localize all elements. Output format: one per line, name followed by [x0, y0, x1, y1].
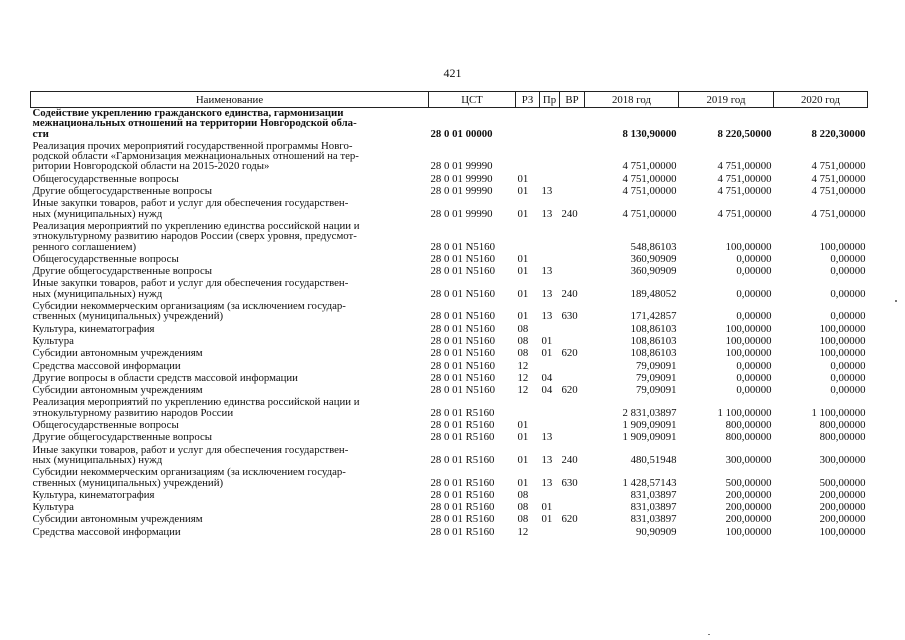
value-2019: 4 751,00000 — [717, 185, 772, 198]
vr-cell — [560, 324, 585, 336]
row-name — [31, 397, 429, 420]
rz-cell: 08 — [517, 513, 529, 526]
row-name-line: Субсидии автономным учреждениям — [32, 384, 203, 397]
table-row — [31, 301, 868, 324]
row-name-line: Иные закупки товаров, работ и услуг для обеспечения государствен- — [32, 277, 349, 290]
value-2018: 8 130,90000 — [622, 127, 677, 140]
header-2018: 2018 год — [585, 92, 679, 108]
value-2019: 8 220,50000 — [717, 127, 772, 140]
value-2018: 1 909,09091 — [622, 419, 677, 432]
row-name-line: Культура, кинематография — [32, 488, 155, 501]
row-name-line: сти — [32, 127, 49, 140]
value-2020: 4 751,00000 — [811, 207, 866, 220]
value-2018: 831,03897 — [630, 501, 677, 514]
rz-cell: 08 — [517, 347, 529, 360]
row-name-line: Другие общегосударственные вопросы — [32, 431, 213, 444]
value-2018: 108,86103 — [630, 322, 677, 335]
pr-cell — [540, 108, 560, 141]
pr-cell: 13 — [541, 185, 553, 198]
rz-cell: 01 — [517, 310, 529, 323]
pr-cell — [540, 221, 560, 254]
rz-cell: 12 — [517, 384, 529, 397]
rz-cell: 01 — [517, 207, 529, 220]
rz-cell: 01 — [517, 252, 529, 265]
value-2020: 8 220,30000 — [811, 127, 866, 140]
vr-cell — [560, 420, 585, 432]
row-name-line: Субсидии некоммерческим организациям (за исключением государ- — [32, 466, 346, 479]
value-2020: 200,00000 — [819, 501, 866, 514]
rz-cell: 12 — [517, 359, 529, 372]
header-2019: 2019 год — [679, 92, 774, 108]
value-2019: 800,00000 — [725, 431, 772, 444]
table-row — [31, 432, 868, 444]
value-2019: 0,00000 — [736, 252, 772, 265]
pr-cell: 13 — [541, 476, 553, 489]
cst-cell: 28 0 01 99990 — [430, 207, 493, 220]
row-name-line: Общегосударственные вопросы — [32, 252, 179, 265]
cst-cell: 28 0 01 99990 — [430, 160, 493, 173]
value-2018: 108,86103 — [630, 347, 677, 360]
value-2019: 0,00000 — [736, 265, 772, 278]
value-2020: 100,00000 — [819, 347, 866, 360]
value-2020: 4 751,00000 — [811, 172, 866, 185]
row-name-line: Содействие укреплению гражданского единства, гармонизации — [32, 107, 344, 119]
row-name-line: Субсидии автономным учреждениям — [32, 347, 203, 360]
rz-cell: 01 — [517, 431, 529, 444]
row-name-line: Культура, кинематография — [32, 322, 155, 335]
cst-cell: 28 0 01 R5160 — [430, 419, 495, 432]
cst-cell: 28 0 01 N5160 — [430, 265, 495, 278]
rz-cell: 01 — [517, 476, 529, 489]
value-2020: 800,00000 — [819, 431, 866, 444]
row-name-line: Средства массовой информации — [32, 525, 181, 538]
row-name-line: ных (муниципальных) нужд — [32, 207, 163, 220]
value-2019: 100,00000 — [725, 334, 772, 347]
pr-cell: 01 — [541, 334, 553, 347]
rz-cell: 08 — [517, 501, 529, 514]
cst-cell: 28 0 01 R5160 — [430, 476, 495, 489]
vr-cell — [560, 432, 585, 444]
value-2018: 4 751,00000 — [622, 207, 677, 220]
value-2018: 4 751,00000 — [622, 160, 677, 173]
value-2019: 0,00000 — [736, 287, 772, 300]
pr-cell: 13 — [541, 453, 553, 466]
table-row — [31, 397, 868, 420]
value-2018: 79,09091 — [636, 384, 677, 397]
vr-cell — [560, 361, 585, 373]
row-name-line: Общегосударственные вопросы — [32, 419, 179, 432]
row-name-line: Общегосударственные вопросы — [32, 172, 179, 185]
row-name-line: Культура — [32, 501, 74, 514]
value-2019: 0,00000 — [736, 371, 772, 384]
value-2018: 79,09091 — [636, 359, 677, 372]
value-2018: 1 909,09091 — [622, 431, 677, 444]
pr-cell: 13 — [541, 265, 553, 278]
vr-cell — [560, 397, 585, 420]
value-2018: 2 831,03897 — [622, 406, 677, 419]
value-2020: 200,00000 — [819, 488, 866, 501]
value-2018: 171,42857 — [630, 310, 677, 323]
row-name — [31, 108, 429, 141]
vr-cell — [560, 174, 585, 186]
value-2020: 100,00000 — [819, 334, 866, 347]
value-2020: 0,00000 — [830, 287, 866, 300]
row-name — [31, 445, 429, 468]
row-name — [31, 527, 429, 539]
value-2019: 4 751,00000 — [717, 160, 772, 173]
rz-cell: 01 — [517, 185, 529, 198]
row-name-line: Субсидии автономным учреждениям — [32, 513, 203, 526]
pr-cell — [540, 361, 560, 373]
table-row — [31, 348, 868, 360]
table-header-row — [31, 92, 868, 108]
row-name — [31, 348, 429, 360]
value-2018: 548,86103 — [630, 240, 677, 253]
row-name-line: ных (муниципальных) нужд — [32, 453, 163, 466]
row-name — [31, 141, 429, 174]
value-2019: 1 100,00000 — [717, 406, 772, 419]
value-2019: 800,00000 — [725, 419, 772, 432]
pr-cell — [540, 141, 560, 174]
cst-cell: 28 0 01 99990 — [430, 185, 493, 198]
cst-cell: 28 0 01 R5160 — [430, 501, 495, 514]
row-name — [31, 514, 429, 526]
scan-mark — [708, 634, 710, 635]
rz-cell: 01 — [517, 419, 529, 432]
pr-cell: 01 — [541, 501, 553, 514]
vr-cell — [560, 527, 585, 539]
table-row — [31, 361, 868, 373]
value-2020: 1 100,00000 — [811, 406, 866, 419]
header-rz: РЗ — [516, 92, 540, 108]
value-2019: 4 751,00000 — [717, 172, 772, 185]
row-name-line: ственных (муниципальных) учреждений) — [32, 310, 224, 323]
cst-cell: 28 0 01 R5160 — [430, 525, 495, 538]
row-name — [31, 324, 429, 336]
rz-cell — [516, 221, 540, 254]
pr-cell: 13 — [541, 207, 553, 220]
cst-cell: 28 0 01 R5160 — [430, 453, 495, 466]
page-number: 421 — [443, 66, 462, 80]
row-name — [31, 432, 429, 444]
row-name-line: этнокультурному развитию народов России — [32, 406, 234, 419]
vr-cell — [560, 141, 585, 174]
cst-cell: 28 0 01 N5160 — [430, 334, 495, 347]
value-2020: 4 751,00000 — [811, 160, 866, 173]
value-2020: 4 751,00000 — [811, 185, 866, 198]
value-2020: 300,00000 — [819, 453, 866, 466]
cst-cell: 28 0 01 N5160 — [430, 359, 495, 372]
header-cst: ЦСТ — [429, 92, 516, 108]
value-2020: 0,00000 — [830, 371, 866, 384]
row-name-line: ственных (муниципальных) учреждений) — [32, 476, 224, 489]
header-vr: ВР — [560, 92, 585, 108]
vr-cell: 240 — [561, 453, 578, 466]
vr-cell: 630 — [561, 476, 578, 489]
pr-cell: 13 — [541, 310, 553, 323]
row-name-line: Средства массовой информации — [32, 359, 181, 372]
cst-cell: 28 0 01 N5160 — [430, 310, 495, 323]
cst-cell: 28 0 01 N5160 — [430, 240, 495, 253]
cst-cell: 28 0 01 R5160 — [430, 513, 495, 526]
row-name — [31, 221, 429, 254]
rz-cell: 08 — [517, 488, 529, 501]
cst-cell: 28 0 01 N5160 — [430, 384, 495, 397]
value-2018: 108,86103 — [630, 334, 677, 347]
row-name-line: ных (муниципальных) нужд — [32, 287, 163, 300]
value-2018: 831,03897 — [630, 513, 677, 526]
rz-cell: 08 — [517, 334, 529, 347]
cst-cell: 28 0 01 R5160 — [430, 488, 495, 501]
table-row — [31, 527, 868, 539]
value-2020: 0,00000 — [830, 359, 866, 372]
value-2019: 0,00000 — [736, 384, 772, 397]
value-2020: 500,00000 — [819, 476, 866, 489]
row-name-line: Реализация мероприятий по укреплению единства российской нации и — [32, 396, 360, 409]
vr-cell — [560, 266, 585, 278]
row-name-line: Иные закупки товаров, работ и услуг для обеспечения государствен- — [32, 197, 349, 210]
rz-cell — [516, 397, 540, 420]
table-row — [31, 514, 868, 526]
value-2019: 100,00000 — [725, 322, 772, 335]
row-name-line: Иные закупки товаров, работ и услуг для обеспечения государствен- — [32, 443, 349, 456]
scan-mark — [895, 300, 897, 302]
row-name-line: Другие общегосударственные вопросы — [32, 265, 213, 278]
value-2018: 90,90909 — [636, 525, 677, 538]
value-2019: 200,00000 — [725, 488, 772, 501]
cst-cell: 28 0 01 N5160 — [430, 347, 495, 360]
rz-cell: 01 — [517, 453, 529, 466]
pr-cell: 13 — [541, 431, 553, 444]
table-row — [31, 141, 868, 174]
rz-cell: 01 — [517, 172, 529, 185]
vr-cell: 630 — [561, 310, 578, 323]
cst-cell: 28 0 01 N5160 — [430, 252, 495, 265]
cst-cell: 28 0 01 R5160 — [430, 406, 495, 419]
vr-cell: 240 — [561, 287, 578, 300]
row-name-line: этнокультурному развитию народов России (сверх уровня, предусмот- — [32, 230, 357, 243]
cst-cell: 28 0 01 R5160 — [430, 431, 495, 444]
cst-cell: 28 0 01 99990 — [430, 172, 493, 185]
row-name — [31, 278, 429, 301]
vr-cell: 620 — [561, 347, 578, 360]
pr-cell — [540, 527, 560, 539]
value-2018: 79,09091 — [636, 371, 677, 384]
value-2020: 100,00000 — [819, 525, 866, 538]
value-2020: 0,00000 — [830, 384, 866, 397]
row-name — [31, 301, 429, 324]
row-name-line: Другие общегосударственные вопросы — [32, 185, 213, 198]
table-row — [31, 278, 868, 301]
value-2019: 300,00000 — [725, 453, 772, 466]
row-name — [31, 198, 429, 221]
pr-cell: 01 — [541, 347, 553, 360]
value-2020: 100,00000 — [819, 240, 866, 253]
rz-cell — [516, 141, 540, 174]
value-2019: 500,00000 — [725, 476, 772, 489]
value-2018: 480,51948 — [630, 453, 677, 466]
cst-cell: 28 0 01 N5160 — [430, 322, 495, 335]
rz-cell: 01 — [517, 265, 529, 278]
value-2018: 360,90909 — [630, 252, 677, 265]
rz-cell: 08 — [517, 322, 529, 335]
cst-cell: 28 0 01 N5160 — [430, 371, 495, 384]
row-name-line: межнациональных отношений на территории Новгородской обла- — [32, 117, 357, 130]
row-name-line: Другие вопросы в области средств массовой информации — [32, 371, 298, 384]
row-name — [31, 361, 429, 373]
row-name-line: родской области «Гармонизация межнациональных отношений на тер- — [32, 150, 359, 163]
table-body — [31, 108, 868, 539]
value-2020: 0,00000 — [830, 252, 866, 265]
table-row — [31, 221, 868, 254]
vr-cell: 620 — [561, 384, 578, 397]
value-2020: 0,00000 — [830, 310, 866, 323]
value-2020: 0,00000 — [830, 265, 866, 278]
header-pr: Пр — [540, 92, 560, 108]
row-name-line: Культура — [32, 334, 74, 347]
value-2020: 200,00000 — [819, 513, 866, 526]
value-2018: 360,90909 — [630, 265, 677, 278]
value-2019: 100,00000 — [725, 525, 772, 538]
vr-cell: 620 — [561, 513, 578, 526]
pr-cell: 13 — [541, 287, 553, 300]
rz-cell: 12 — [517, 525, 529, 538]
header-name: Наименование — [31, 92, 429, 108]
rz-cell: 12 — [517, 371, 529, 384]
value-2019: 100,00000 — [725, 347, 772, 360]
table-row — [31, 467, 868, 490]
header-2020: 2020 год — [774, 92, 868, 108]
pr-cell: 04 — [541, 384, 553, 397]
pr-cell — [540, 397, 560, 420]
rz-cell: 01 — [517, 287, 529, 300]
pr-cell: 01 — [541, 513, 553, 526]
row-name-line: ренного соглашением) — [32, 240, 137, 253]
value-2019: 0,00000 — [736, 310, 772, 323]
row-name — [31, 490, 429, 502]
pr-cell: 04 — [541, 371, 553, 384]
vr-cell: 240 — [561, 207, 578, 220]
vr-cell — [560, 254, 585, 266]
value-2019: 0,00000 — [736, 359, 772, 372]
value-2018: 4 751,00000 — [622, 185, 677, 198]
table-row — [31, 445, 868, 468]
table-row — [31, 198, 868, 221]
value-2019: 200,00000 — [725, 501, 772, 514]
value-2018: 4 751,00000 — [622, 172, 677, 185]
vr-cell — [560, 490, 585, 502]
row-name-line: Реализация прочих мероприятий государственной программы Новго- — [32, 139, 353, 152]
value-2018: 189,48052 — [630, 287, 677, 300]
row-name-line: Реализация мероприятий по укреплению единства российской нации и — [32, 219, 360, 232]
row-name-line: Субсидии некоммерческим организациям (за исключением государ- — [32, 300, 346, 313]
rz-cell — [516, 108, 540, 141]
table-row — [31, 108, 868, 141]
row-name — [31, 467, 429, 490]
row-name-line: ритории Новгородской области на 2015-2020 годы» — [32, 160, 270, 173]
cst-cell: 28 0 01 N5160 — [430, 287, 495, 300]
vr-cell — [560, 221, 585, 254]
value-2018: 1 428,57143 — [622, 476, 677, 489]
vr-cell — [560, 186, 585, 198]
cst-cell: 28 0 01 00000 — [430, 127, 493, 140]
budget-table — [30, 91, 868, 539]
vr-cell — [560, 108, 585, 141]
value-2018: 831,03897 — [630, 488, 677, 501]
value-2019: 100,00000 — [725, 240, 772, 253]
value-2019: 200,00000 — [725, 513, 772, 526]
value-2019: 4 751,00000 — [717, 207, 772, 220]
value-2020: 800,00000 — [819, 419, 866, 432]
value-2020: 100,00000 — [819, 322, 866, 335]
